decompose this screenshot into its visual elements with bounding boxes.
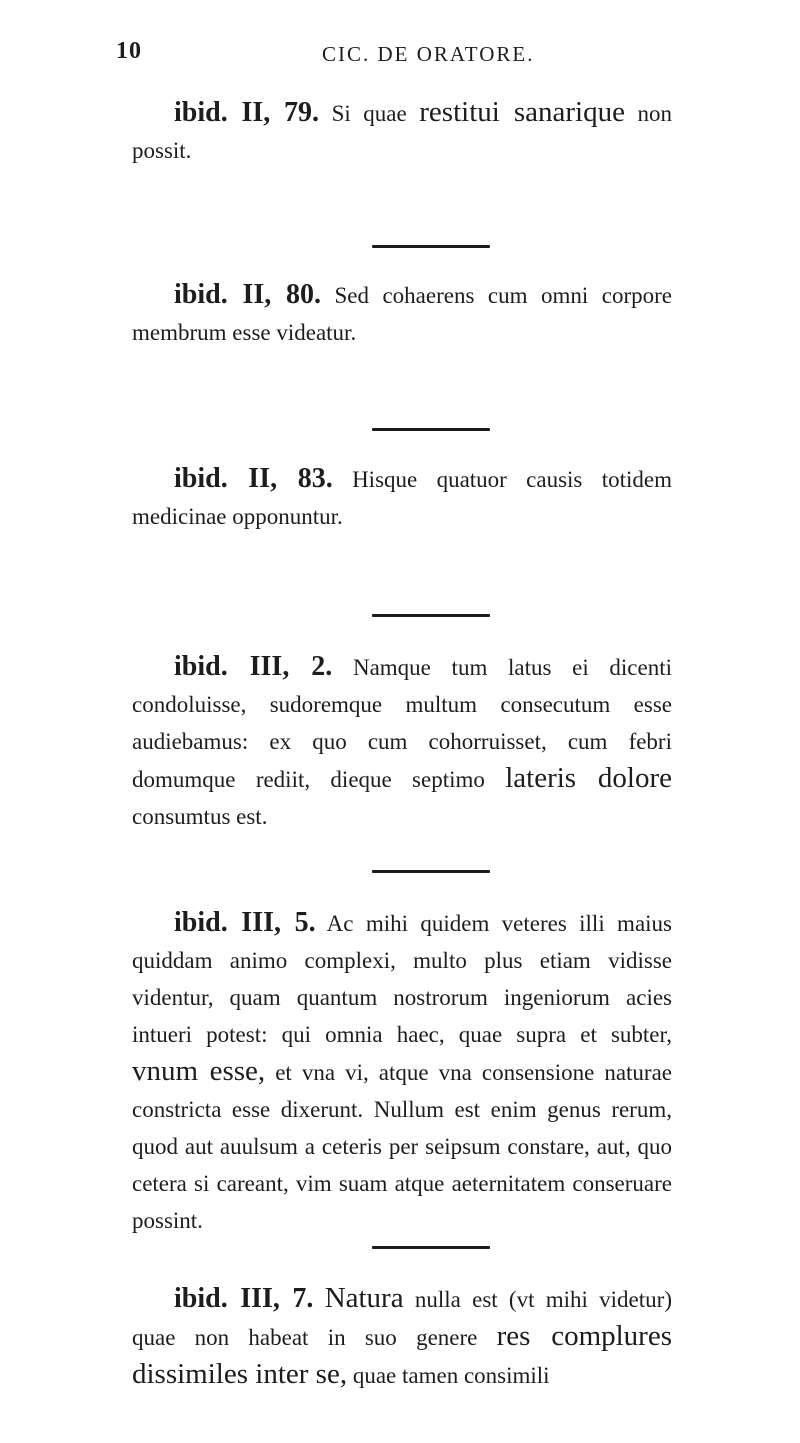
citation-entry: [132, 904, 672, 1239]
quote-emphasis: vnum esse,: [132, 1055, 266, 1087]
quote-text: et vna vi, atque vna consensione naturae constricta esse dixerunt. Nullum est enim genus rerum, quod aut auulsum a ceteris per seipsum constare, aut, quo cetera si careant, vim suam atque aeternitatem conseruare possint.: [132, 1060, 673, 1233]
divider-rule: [372, 428, 490, 431]
citation-ref: ibid. III, 7.: [174, 1283, 314, 1314]
quote-text: Sed cohaerens cum omni corpore membrum esse videatur.: [132, 283, 673, 345]
quote-text: non possit.: [132, 101, 672, 163]
running-title: CIC. DE ORATORE.: [322, 42, 535, 66]
citation-entry: [132, 94, 672, 169]
quote-text: consumtus est.: [132, 804, 268, 829]
citation-entry: [132, 648, 672, 835]
page-number: 10: [116, 38, 142, 64]
citation-ref: ibid. III, 5.: [174, 907, 316, 938]
citation-ref: ibid. II, 83.: [174, 463, 333, 494]
divider-rule: [372, 614, 490, 617]
citation-entry: [132, 1280, 672, 1394]
quote-emphasis: lateris dolore: [505, 762, 672, 794]
divider-rule: [372, 1246, 490, 1249]
quote-text: Ac mihi quidem veteres illi maius quiddam animo complexi, multo plus etiam vidisse videntur, quam quantum nostrorum ingeniorum acies intueri potest: qui omnia haec, quae supra et subter,: [132, 911, 672, 1047]
quote-emphasis: restitui sanarique: [419, 96, 625, 128]
quote-emphasis: res complures dissimiles inter se,: [132, 1320, 672, 1390]
citation-entry: [132, 460, 672, 535]
citation-ref: ibid. II, 80.: [174, 279, 321, 310]
quote-text: Hisque quatuor causis totidem medicinae opponuntur.: [132, 467, 673, 529]
quote-text: Si quae: [331, 101, 407, 126]
citation-ref: ibid. III, 2.: [174, 651, 333, 682]
divider-rule: [372, 870, 490, 873]
running-head: [116, 38, 636, 78]
quote-text: nulla est (vt mihi videtur) quae non habeat in suo genere: [132, 1287, 672, 1350]
quote-emphasis: Natura: [324, 1282, 404, 1314]
divider-rule: [372, 245, 490, 248]
citation-ref: ibid. II, 79.: [174, 97, 320, 128]
quote-text: quae tamen consimili: [352, 1363, 550, 1388]
quote-text: Namque tum latus ei dicenti condoluisse, sudoremque multum consecutum esse audiebamus: ex quo cum cohorruisset, cum febri domumque rediit, dieque septimo: [132, 655, 672, 792]
citation-entry: [132, 276, 672, 351]
